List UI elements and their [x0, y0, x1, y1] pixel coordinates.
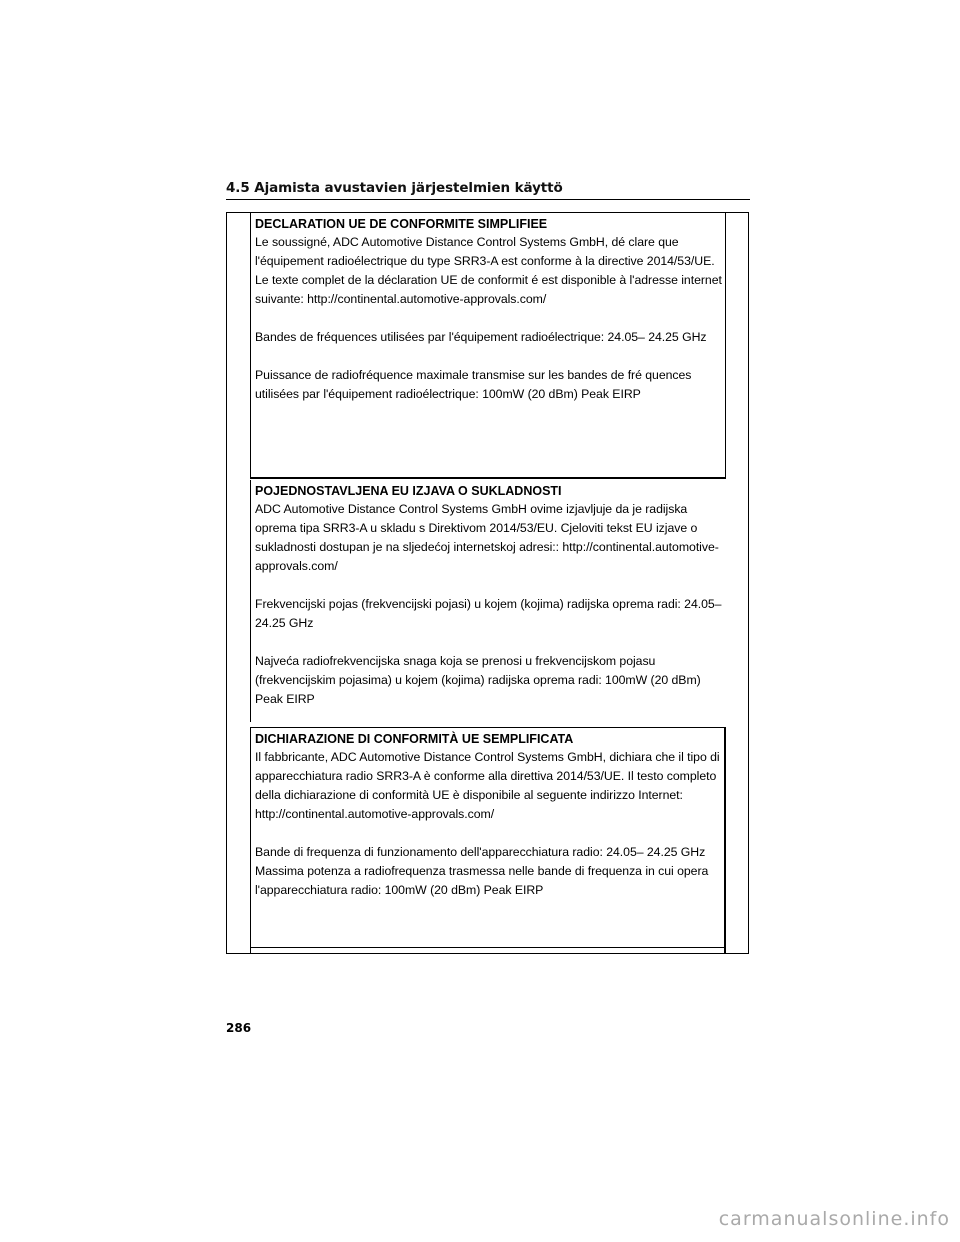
declaration-box-croatian	[250, 480, 726, 722]
page-number: 286	[226, 1021, 252, 1035]
declaration-box-french	[250, 213, 726, 479]
box-bottom-rule	[251, 947, 724, 948]
section-header: 4.5 Ajamista avustavien järjestelmien käyttö	[226, 180, 563, 196]
header-divider	[226, 199, 750, 200]
watermark: carmanualsonline.info	[718, 1208, 950, 1230]
declaration-paragraph: Bandes de fréquences utilisées par l'équipement radioélectrique: 24.05– 24.25 GHz	[255, 330, 707, 344]
declaration-paragraph: Najveća radiofrekvencijska snaga koja se prenosi u frekvencijskom pojasu (frekvencijskim pojasima) u kojem (kojima) radijska oprema radi: 100mW (20 dBm) Peak EIRP	[255, 654, 701, 706]
declaration-paragraph: ADC Automotive Distance Control Systems GmbH ovime izjavljuje da je radijska oprema tipa SRR3-A u skladu s Direktivom 2014/53/EU. Cjeloviti tekst EU izjave o sukladnosti dostupan je na sljedećoj internetskoj adresi:: http://continental.automotive-approvals.com/	[255, 502, 719, 573]
declaration-paragraph: Bande di frequenza di funzionamento dell'apparecchiatura radio: 24.05– 24.25 GHz	[255, 845, 706, 859]
declaration-paragraph: Puissance de radiofréquence maximale transmise sur les bandes de fré quences utilisées par l'équipement radioélectrique: 100mW (20 dBm) Peak EIRP	[255, 368, 692, 401]
declaration-paragraph: Il fabbricante, ADC Automotive Distance Control Systems GmbH, dichiara che il tipo di apparecchiatura radio SRR3-A è conforme alla direttiva 2014/53/UE. Il testo completo della dichiarazione di conformità UE è disponibile al seguente indirizzo Internet: http://continental.automotive-approvals.com/	[255, 750, 720, 821]
declaration-title: DICHIARAZIONE DI CONFORMITÀ UE SEMPLIFICATA	[255, 732, 574, 746]
declaration-paragraph: Massima potenza a radiofrequenza trasmessa nelle bande di frequenza in cui opera l'apparecchiatura radio: 100mW (20 dBm) Peak EIRP	[255, 864, 709, 897]
declaration-paragraph: Le soussigné, ADC Automotive Distance Control Systems GmbH, dé clare que l'équipement radioélectrique du type SRR3-A est conforme à la directive 2014/53/UE. Le texte complet de la déclaration UE de conformit é est disponible à l'adresse internet suivante: http://continental.automotive-approvals.com/	[255, 235, 722, 306]
declaration-paragraph: Frekvencijski pojas (frekvencijski pojasi) u kojem (kojima) radijska oprema radi: 24.05–24.25 GHz	[255, 597, 722, 630]
declaration-box-italian	[250, 727, 726, 953]
declaration-title: POJEDNOSTAVLJENA EU IZJAVA O SUKLADNOSTI	[255, 484, 562, 498]
declaration-title: DECLARATION UE DE CONFORMITE SIMPLIFIEE	[255, 217, 548, 231]
